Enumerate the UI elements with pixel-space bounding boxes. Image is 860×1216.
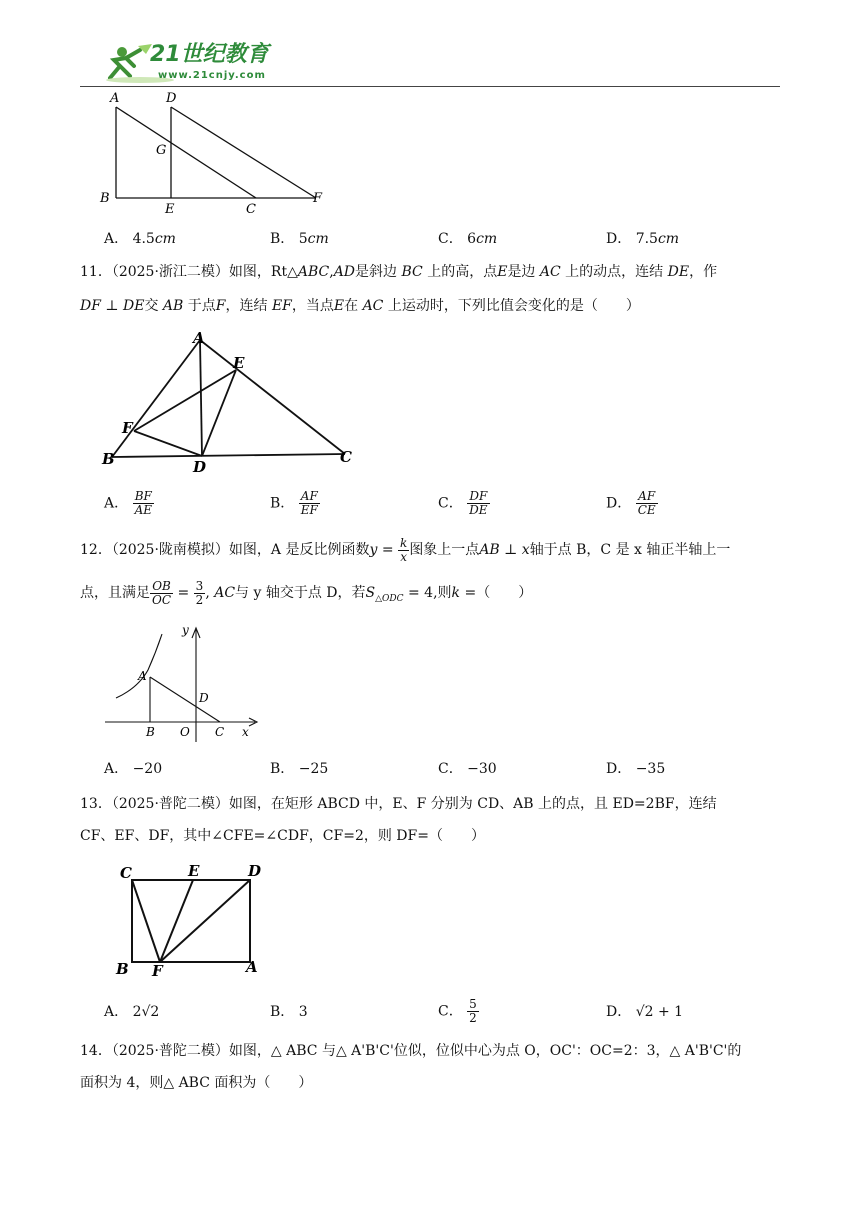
option-letter: B． [270, 1004, 295, 1020]
q11-line1 [80, 262, 717, 282]
q12-label-x: x [242, 725, 249, 739]
math: E [497, 264, 508, 280]
question-source: （2025·普陀二模） [111, 796, 229, 812]
denominator: AE [134, 503, 153, 517]
math: k [451, 585, 461, 601]
q12-option-b[interactable] [270, 759, 328, 779]
q13-figure [110, 858, 270, 978]
option-letter: C． [438, 495, 463, 512]
text: 上的动点，连结 [565, 264, 664, 280]
text: 是边 [507, 264, 536, 280]
option-unit: cm [154, 231, 176, 247]
option-letter: C． [438, 1003, 463, 1020]
option-letter: B． [270, 761, 295, 777]
question-number: 12． [80, 542, 112, 558]
q12-label-y: y [182, 623, 189, 637]
denominator: OC [152, 592, 172, 607]
q12-label-C: C [215, 725, 225, 739]
option-value: 7.5 [635, 231, 658, 247]
text: 如图，A 是反比例函数 [228, 542, 370, 558]
math: DF ⊥ DE [80, 298, 145, 314]
question-number: 14． [80, 1043, 112, 1059]
option-unit: cm [307, 231, 329, 247]
option-value: −25 [298, 761, 329, 777]
q10-label-E: E [165, 202, 175, 217]
q12-line1 [80, 535, 730, 565]
numerator: AF [299, 490, 320, 504]
option-letter: C． [438, 761, 463, 777]
text: CF、EF、DF，其中∠CFE=∠CDF，CF=2，则 DF=（ ） [80, 828, 485, 844]
fraction [194, 580, 206, 607]
question-number: 11． [80, 264, 112, 280]
math: AC [214, 585, 236, 601]
text: 轴于点 B，C 是 x 轴正半轴上一 [529, 542, 731, 558]
text: 在 [344, 298, 359, 314]
q10-label-G: G [156, 143, 167, 158]
option-value: √2 + 1 [635, 1004, 684, 1020]
option-value: 4.5 [132, 231, 155, 247]
q14-line1 [80, 1041, 741, 1061]
option-unit: cm [476, 231, 498, 247]
q12-label-B: B [146, 725, 155, 739]
q10-label-D: D [166, 91, 177, 106]
q11-option-d[interactable] [606, 490, 658, 517]
numerator: OB [150, 580, 173, 594]
denominator: 2 [469, 1011, 477, 1025]
option-letter: A． [104, 1004, 129, 1020]
text: = [177, 585, 190, 601]
text: ，作 [689, 264, 718, 280]
option-letter: A． [104, 495, 129, 512]
math: DE [667, 264, 690, 280]
q11-label-B: B [102, 450, 115, 468]
q10-label-F: F [313, 191, 323, 206]
question-source: （2025·陇南模拟） [111, 542, 229, 558]
text: 与 y 轴交于点 D，若 [235, 585, 366, 601]
text: 如图，在矩形 ABCD 中，E、F 分别为 CD、AB 上的点，且 ED=2BF，连结 [228, 796, 717, 812]
fraction [133, 490, 154, 517]
q13-label-B: B [116, 960, 129, 978]
q13-option-d[interactable] [606, 1002, 683, 1022]
question-source: （2025·浙江二模） [111, 264, 229, 280]
q13-label-C: C [120, 864, 132, 882]
option-letter: D． [606, 495, 632, 512]
math: AB [162, 298, 184, 314]
fraction [150, 580, 173, 607]
numerator: DF [467, 490, 489, 504]
text: 面积为 4，则△ ABC 面积为（ ） [80, 1075, 313, 1091]
text: 点，且满足 [80, 585, 150, 601]
text: 上运动时，下列比值会变化的是（ ） [387, 298, 640, 314]
text: 上的高，点 [427, 264, 498, 280]
text: 交 [144, 298, 159, 314]
text: ，当点 [291, 298, 334, 314]
q13-option-a[interactable] [104, 1002, 159, 1022]
option-letter: A． [104, 231, 129, 247]
question-source: （2025·普陀二模） [111, 1043, 229, 1059]
q10-option-d[interactable] [606, 229, 679, 249]
math: AC [539, 264, 561, 280]
q12-label-O: O [180, 725, 190, 739]
option-value: 2√2 [132, 1004, 160, 1020]
q10-label-C: C [246, 202, 256, 217]
q12-option-d[interactable] [606, 759, 665, 779]
option-value: 5 [298, 231, 308, 247]
q11-label-A: A [193, 330, 205, 347]
option-letter: B． [270, 231, 295, 247]
q13-label-D: D [248, 862, 262, 880]
math: BC [401, 264, 423, 280]
math: E [333, 298, 345, 314]
math: S [365, 585, 376, 601]
q12-option-a[interactable] [104, 759, 162, 779]
text: 如图，Rt△ [228, 264, 298, 280]
text: 是斜边 [355, 264, 398, 280]
text: = 4,则 [407, 585, 452, 601]
q11-label-F: F [122, 419, 133, 437]
q13-label-E: E [188, 862, 200, 880]
option-letter: C． [438, 231, 463, 247]
denominator: x [400, 549, 408, 564]
option-value: −30 [467, 761, 497, 777]
fraction [398, 537, 409, 564]
q10-option-b[interactable] [270, 229, 329, 249]
fraction [636, 490, 658, 517]
header-divider [80, 86, 780, 87]
math: AB ⊥ x [479, 542, 530, 558]
q11-figure [100, 330, 360, 475]
q13-line2 [80, 826, 485, 846]
option-letter: D． [606, 231, 632, 247]
question-number: 13． [80, 796, 112, 812]
numerator: AF [636, 490, 658, 504]
q13-line1 [80, 794, 717, 814]
denominator: CE [637, 503, 656, 517]
math: y = [369, 542, 394, 558]
q13-label-A: A [246, 958, 258, 976]
option-value: 3 [298, 1004, 308, 1020]
option-letter: D． [606, 1004, 632, 1020]
math: ABC [297, 264, 330, 280]
math: F [215, 298, 226, 314]
math: EF [271, 298, 292, 314]
text: 于点 [187, 298, 216, 314]
logo-title: 21世纪教育 [150, 42, 269, 67]
option-unit: cm [657, 231, 680, 247]
text: =（ ） [464, 585, 533, 601]
q11-option-a[interactable] [104, 490, 154, 517]
text: 如图，△ ABC 与△ A'B'C'位似，位似中心为点 O，OC'：OC=2：3，△ A'B'C'的 [228, 1043, 742, 1059]
denominator: EF [300, 503, 318, 517]
q13-option-c[interactable] [438, 998, 479, 1025]
math: AC [362, 298, 384, 314]
q13-option-b[interactable] [270, 1002, 308, 1022]
q10-label-B: B [100, 191, 110, 206]
fraction [467, 490, 489, 517]
q12-label-D: D [199, 691, 209, 705]
numerator: 3 [195, 578, 204, 593]
q12-line2 [80, 578, 532, 614]
option-value: −35 [635, 761, 666, 777]
math: AD [333, 264, 356, 280]
logo-url: www.21cnjy.com [158, 70, 266, 81]
denominator: DE [469, 503, 488, 517]
q11-label-E: E [233, 354, 245, 372]
numerator: k [400, 535, 408, 550]
q10-option-a[interactable] [104, 229, 176, 249]
q11-option-c[interactable] [438, 490, 490, 517]
text: 图象上一点 [409, 542, 480, 558]
q11-label-C: C [340, 448, 352, 466]
option-letter: B． [270, 495, 295, 512]
fraction [467, 998, 479, 1025]
option-value: 6 [467, 231, 477, 247]
numerator: 5 [469, 997, 477, 1011]
text: , [329, 264, 334, 280]
q12-option-c[interactable] [438, 759, 497, 779]
math-subscript: △ODC [375, 593, 404, 604]
q10-label-A: A [110, 91, 120, 106]
q13-label-F: F [152, 962, 163, 978]
q12-figure [100, 620, 270, 745]
text: ，连结 [225, 298, 268, 314]
q11-label-D: D [193, 458, 207, 475]
denominator: 2 [195, 592, 204, 607]
q14-line2 [80, 1073, 312, 1093]
text: , [205, 585, 210, 601]
q10-figure [96, 88, 336, 218]
option-letter: D． [606, 761, 632, 777]
q10-option-c[interactable] [438, 229, 497, 249]
option-value: −20 [132, 761, 163, 777]
q12-label-A: A [138, 669, 147, 683]
fraction [299, 490, 320, 517]
option-letter: A． [104, 761, 129, 777]
numerator: BF [133, 490, 154, 504]
q11-option-b[interactable] [270, 490, 320, 517]
q11-line2 [80, 296, 640, 316]
